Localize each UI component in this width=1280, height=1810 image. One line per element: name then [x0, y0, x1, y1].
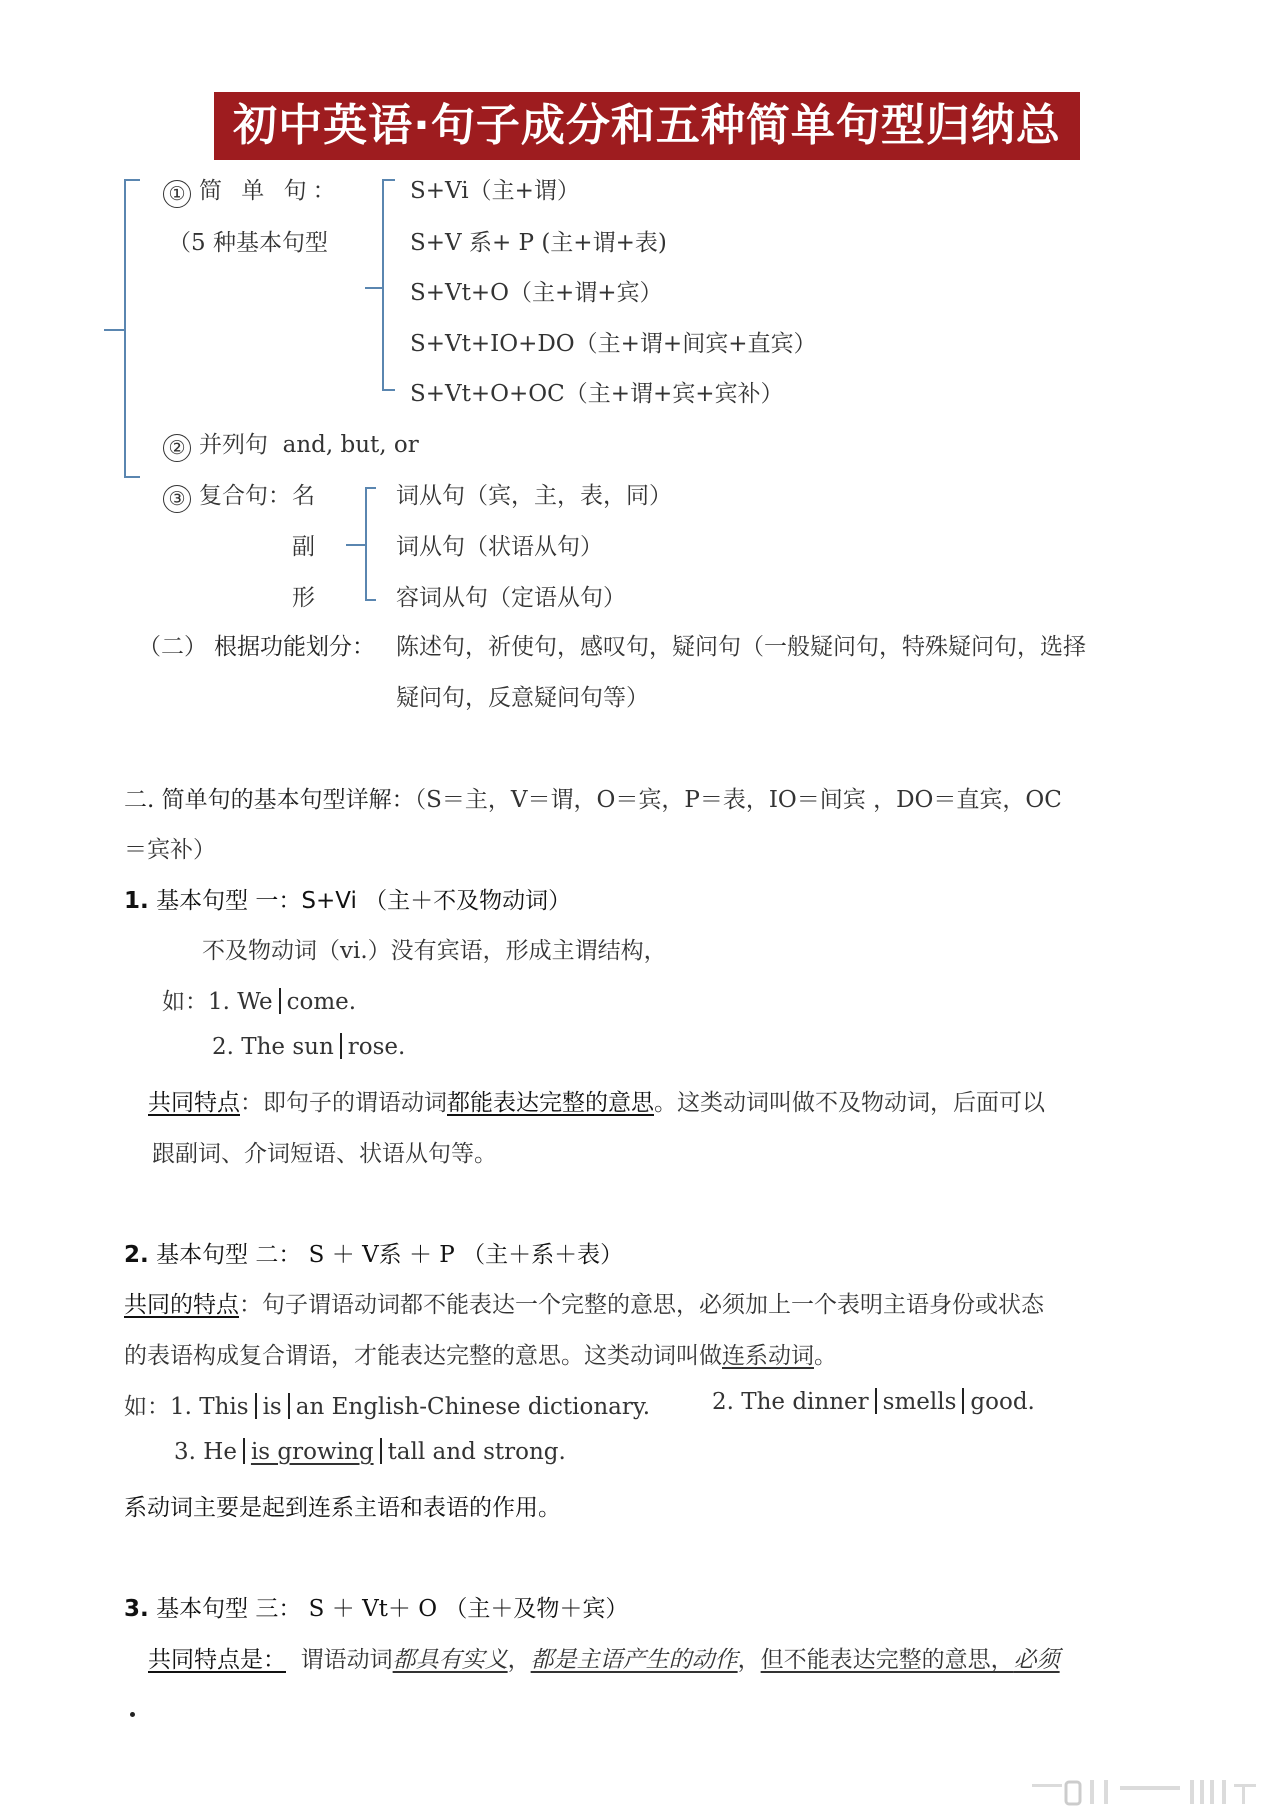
page-title: 初中英语·句子成分和五种简单句型归纳总结: [233, 100, 1061, 219]
clause-bracket: [346, 488, 376, 600]
pattern-2-example-row: 如：1. This is an English-Chinese dictionary.: [124, 1394, 651, 1420]
pattern-2-feature: 共同的特点：句子谓语动词都不能表达一个完整的意思，必须加上一个表明主语身份或状态: [124, 1292, 1044, 1318]
pattern-3-heading: 3. 基本句型 三： S ＋ Vt＋ O （主＋及物＋宾）: [124, 1596, 629, 1622]
function-section-number: （二）: [138, 634, 207, 660]
circled-number-3: ③: [163, 485, 191, 513]
pattern-item: S+V 系+ P (主+谓+表): [410, 230, 667, 256]
circled-number-2: ②: [163, 434, 191, 462]
function-section-line: 疑问句，反意疑问句等）: [396, 685, 649, 711]
divider-bar: [962, 1388, 964, 1414]
complex-sentence-label: ③ 复合句：: [163, 477, 291, 513]
pattern-2-heading: 2. 基本句型 二： S ＋ V系 ＋ P （主＋系＋表）: [124, 1242, 624, 1268]
pattern-1-feature-cont: 跟副词、介词短语、状语从句等。: [152, 1141, 497, 1167]
circled-number-1: ①: [163, 180, 191, 208]
main-bracket: [104, 180, 140, 477]
bullet-dot: [130, 1712, 135, 1717]
pattern-1-example: 如：1. We come.: [162, 989, 357, 1015]
section-heading-note: ＝宾补）: [124, 837, 216, 863]
section-heading: 二. 简单句的基本句型详解：（S＝主，V＝谓，O＝宾，P＝表，IO＝间宾 ，DO＝直宾，OC: [124, 787, 1062, 813]
divider-bar: [380, 1438, 382, 1464]
function-section-label: 根据功能划分：: [214, 634, 375, 660]
divider-bar: [875, 1388, 877, 1414]
clause-prefix: 副: [292, 534, 315, 560]
pattern-1-feature: 共同特点：即句子的谓语动词都能表达完整的意思。这类动词叫做不及物动词，后面可以: [148, 1090, 1045, 1116]
clause-prefix: 形: [292, 585, 315, 611]
pattern-2-example: 3. He is growing tall and strong.: [174, 1439, 566, 1465]
clause-prefix: 名: [292, 483, 315, 509]
pattern-item: S+Vt+O+OC（主+谓+宾+宾补）: [410, 381, 784, 407]
clause-item: 容词从句（定语从句）: [396, 585, 626, 611]
pattern-item: S+Vt+IO+DO（主+谓+间宾+直宾）: [410, 331, 817, 357]
compound-sentence-label: ② 并列句 and, but, or: [163, 426, 419, 462]
pattern-1-example: 2. The sun rose.: [212, 1034, 406, 1060]
clause-item: 词从句（宾，主，表，同）: [396, 483, 672, 509]
divider-bar: [243, 1438, 245, 1464]
pattern-2-feature-cont: 的表语构成复合谓语，才能表达完整的意思。这类动词叫做连系动词。: [124, 1343, 837, 1369]
watermark-icon: [1030, 1776, 1260, 1806]
pattern-2-example: 2. The dinner smells good.: [712, 1389, 1035, 1415]
divider-bar: [288, 1393, 290, 1419]
pattern-item: S+Vt+O（主+谓+宾）: [410, 280, 663, 306]
simple-sentence-label: ① 简 单 句：: [163, 172, 342, 208]
function-section-line: 陈述句，祈使句，感叹句，疑问句（一般疑问句，特殊疑问句，选择: [396, 634, 1086, 660]
pattern-2-summary: 系动词主要是起到连系主语和表语的作用。: [124, 1495, 561, 1521]
pattern-3-feature: 共同特点是： 谓语动词都具有实义，都是主语产生的动作，但不能表达完整的意思，必须: [148, 1647, 1060, 1673]
divider-bar: [340, 1033, 342, 1059]
simple-sentence-subtitle: （5 种基本句型: [168, 230, 328, 256]
pattern-1-description: 不及物动词（vi.）没有宾语，形成主谓结构，: [202, 938, 667, 964]
pattern-bracket: [365, 180, 395, 390]
divider-bar: [255, 1393, 257, 1419]
pattern-1-heading: 1. 基本句型 一：S+Vi （主＋不及物动词）: [124, 888, 572, 914]
clause-item: 词从句（状语从句）: [396, 534, 603, 560]
divider-bar: [279, 988, 281, 1014]
pattern-item: S+Vi（主+谓）: [410, 178, 580, 204]
